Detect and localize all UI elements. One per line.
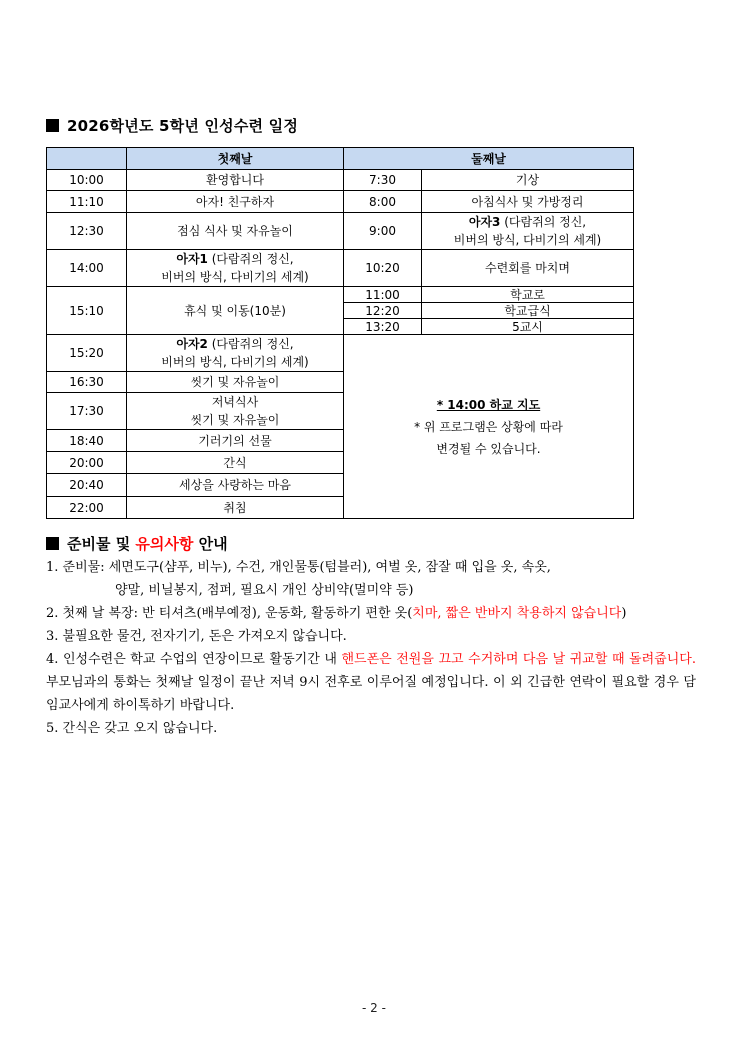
day1-time: 11:10 <box>47 191 127 213</box>
section-heading-notice <box>46 533 228 554</box>
activity-line2: 비버의 방식, 다비기의 세계) <box>161 355 309 369</box>
day2-activity: 학교로 <box>422 287 634 303</box>
day1-time: 22:00 <box>47 497 127 519</box>
day2-activity: 5교시 <box>422 319 634 335</box>
table-row <box>47 335 634 372</box>
section-title-red: 유의사항 <box>135 535 194 553</box>
table-row <box>47 250 634 287</box>
header-day2: 둘째날 <box>344 148 634 170</box>
section-title-pre: 준비물 및 <box>67 535 136 553</box>
note-line2: * 위 프로그램은 상황에 따라 <box>414 419 563 434</box>
schedule-table <box>46 147 634 519</box>
header-blank <box>47 148 127 170</box>
day1-activity <box>127 393 344 430</box>
day1-time: 16:30 <box>47 372 127 393</box>
schedule-note <box>344 335 634 519</box>
day2-time: 12:20 <box>344 303 422 319</box>
day1-activity: 아자! 친구하자 <box>127 191 344 213</box>
day2-time: 13:20 <box>344 319 422 335</box>
day2-activity: 학교급식 <box>422 303 634 319</box>
day1-activity <box>127 250 344 287</box>
item2-close: ) <box>621 606 627 621</box>
notice-item-1: 1. 준비물: 세면도구(샴푸, 비누), 수건, 개인물통(텀블러), 여벌 옷, 잠잘 때 입을 옷, 속옷, <box>46 560 551 575</box>
page-title <box>46 115 298 136</box>
day1-time: 15:20 <box>47 335 127 372</box>
note-dismissal: * 14:00 하교 지도 <box>436 397 541 412</box>
activity-text: (다람쥐의 정신, <box>207 337 294 351</box>
day1-activity: 씻기 및 자유놀이 <box>127 372 344 393</box>
activity-bold: 아자1 <box>176 252 208 266</box>
table-header-row <box>47 148 634 170</box>
day1-activity: 취침 <box>127 497 344 519</box>
table-row <box>47 213 634 250</box>
activity-text: (다람쥐의 정신, <box>207 252 294 266</box>
day1-time: 18:40 <box>47 430 127 452</box>
notice-item-5: 5. 간식은 갖고 오지 않습니다. <box>46 721 218 736</box>
square-bullet-icon <box>46 119 59 132</box>
day1-activity: 환영합니다 <box>127 170 344 191</box>
day1-activity <box>127 335 344 372</box>
day1-activity: 세상을 사랑하는 마음 <box>127 474 344 497</box>
activity-bold: 아자3 <box>468 215 501 229</box>
notice-item-4 <box>46 648 696 717</box>
day1-time: 15:10 <box>47 287 127 335</box>
day1-time: 12:30 <box>47 213 127 250</box>
day1-activity: 기러기의 선물 <box>127 430 344 452</box>
page-title-text: 2026학년도 5학년 인성수련 일정 <box>67 117 299 135</box>
day2-time: 10:20 <box>344 250 422 287</box>
notice-list <box>46 556 696 740</box>
activity-bold: 아자2 <box>176 337 208 351</box>
day2-activity: 아침식사 및 가방정리 <box>422 191 634 213</box>
header-day1: 첫째날 <box>127 148 344 170</box>
notice-item-2 <box>46 602 696 625</box>
day1-time: 20:40 <box>47 474 127 497</box>
day1-time: 10:00 <box>47 170 127 191</box>
item4-text: 4. 인성수련은 학교 수업의 연장이므로 활동기간 내 <box>46 652 342 667</box>
notice-item-1-cont: 양말, 비닐봉지, 점퍼, 필요시 개인 상비약(멀미약 등) <box>115 583 414 598</box>
table-row <box>47 287 634 303</box>
activity-line2: 비버의 방식, 다비기의 세계) <box>161 270 309 284</box>
note-line3: 변경될 수 있습니다. <box>436 441 541 456</box>
item2-warning: 치마, 짧은 반바지 착용하지 않습니다 <box>412 606 622 621</box>
day1-time: 20:00 <box>47 452 127 474</box>
activity-text: (다람쥐의 정신, <box>500 215 587 229</box>
table-row <box>47 191 634 213</box>
activity-line2: 씻기 및 자유놀이 <box>190 413 280 427</box>
day2-time: 8:00 <box>344 191 422 213</box>
day1-activity: 간식 <box>127 452 344 474</box>
activity-text: 저녁식사 <box>211 395 259 409</box>
day2-time: 9:00 <box>344 213 422 250</box>
section-title-post: 안내 <box>193 535 228 553</box>
day1-activity: 점심 식사 및 자유놀이 <box>127 213 344 250</box>
item4-warning: 핸드폰은 전원을 끄고 수거하며 다음 날 귀교할 때 돌려줍니다. <box>341 652 696 667</box>
day1-time: 14:00 <box>47 250 127 287</box>
day2-time: 11:00 <box>344 287 422 303</box>
day2-activity: 수련회를 마치며 <box>422 250 634 287</box>
day2-time: 7:30 <box>344 170 422 191</box>
day2-activity: 기상 <box>422 170 634 191</box>
activity-line2: 비버의 방식, 다비기의 세계) <box>453 233 602 247</box>
day2-activity <box>422 213 634 250</box>
square-bullet-icon <box>46 537 59 550</box>
notice-item-3: 3. 불필요한 물건, 전자기기, 돈은 가져오지 않습니다. <box>46 629 347 644</box>
day1-activity: 휴식 및 이동(10분) <box>127 287 344 335</box>
page-number: - 2 - <box>362 1001 386 1015</box>
table-row <box>47 170 634 191</box>
item4-rest: 부모님과의 통화는 첫째날 일정이 끝난 저녁 9시 전후로 이루어질 예정입니다. 이 외 긴급한 연락이 필요할 경우 담임교사에게 하이톡하기 바랍니다. <box>46 675 696 713</box>
day1-time: 17:30 <box>47 393 127 430</box>
item2-text: 2. 첫째 날 복장: 반 티셔츠(배부예정), 운동화, 활동하기 편한 옷( <box>46 606 413 621</box>
